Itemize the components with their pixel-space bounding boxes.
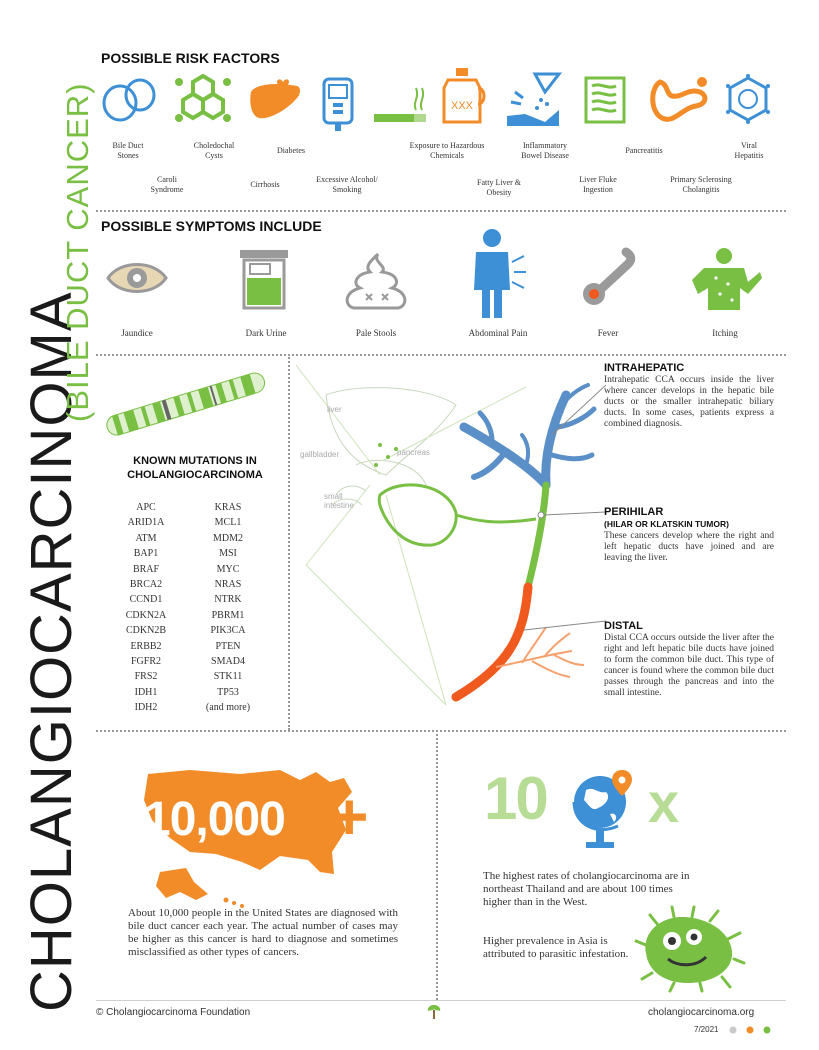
gene-1-3: BAP1 bbox=[133, 548, 159, 560]
footer-dots bbox=[728, 1025, 776, 1035]
symptom-fever: Fever bbox=[597, 328, 619, 338]
gene-2-3: MSI bbox=[219, 548, 237, 560]
gene-2-13: (and more) bbox=[205, 702, 251, 714]
intrahepatic-text: Intrahepatic CCA occurs inside the liver where cancer develops in the hepatic bile ducts or the smaller intrahepatic biliary ducts. In some cases, patients express a combined diagnosis. bbox=[604, 375, 774, 429]
risk-label-caroli: Caroli Syndrome bbox=[150, 175, 184, 194]
gene-2-11: STK11 bbox=[213, 671, 243, 683]
gene-2-9: PTEN bbox=[215, 640, 241, 652]
divider-2 bbox=[96, 354, 786, 356]
gene-2-0: KRAS bbox=[214, 502, 242, 513]
pale-stool-icon bbox=[342, 252, 412, 310]
x-stat-text: The highest rates of cholangiocarcinoma are in northeast Thailand and are about 100 times higher than in the West. bbox=[483, 870, 690, 908]
gene-2-8: PIK3CA bbox=[210, 625, 246, 637]
side-title-main: CHOLANGIOCARCINOMA bbox=[19, 291, 84, 1012]
symptoms-title: POSSIBLE SYMPTOMS INCLUDE bbox=[101, 218, 322, 234]
bottle-text: XXX bbox=[450, 100, 474, 112]
gene-1-1: ARID1A bbox=[127, 517, 165, 529]
risk-label-choledochal-cysts: Choledochal Cysts bbox=[193, 141, 235, 160]
choledochal-cysts-icon bbox=[173, 72, 233, 122]
risk-factors-title: POSSIBLE RISK FACTORS bbox=[101, 50, 280, 66]
x-stat-number: 10 bbox=[484, 765, 547, 832]
divider-3 bbox=[96, 730, 786, 732]
symptom-dark-urine: Dark Urine bbox=[245, 328, 287, 338]
gene-1-8: CDKN2B bbox=[125, 625, 166, 637]
label-small-intestine: small intestine bbox=[324, 492, 354, 510]
bile-duct-stones-icon bbox=[100, 75, 160, 125]
label-liver: liver bbox=[327, 405, 342, 414]
footer-copyright: © Cholangiocarcinoma Foundation bbox=[96, 1007, 251, 1018]
risk-label-cirrhosis: Cirrhosis bbox=[250, 180, 280, 189]
bile-duct-diagram bbox=[296, 365, 606, 725]
inflammatory-bowel-icon bbox=[505, 70, 563, 130]
risk-label-alcohol-smoking: Excessive Alcohol/ Smoking bbox=[316, 175, 378, 194]
risk-label-liver-fluke: Liver Fluke Ingestion bbox=[579, 175, 617, 194]
gene-1-10: FGFR2 bbox=[130, 656, 161, 668]
mutations-title: KNOWN MUTATIONS IN CHOLANGIOCARCINOMA bbox=[127, 455, 263, 481]
itching-icon bbox=[690, 248, 762, 310]
gene-2-10: SMAD4 bbox=[211, 656, 245, 668]
risk-label-psc: Primary Sclerosing Cholangitis bbox=[670, 175, 732, 194]
gene-1-0: APC bbox=[136, 502, 156, 513]
gene-1-5: BRCA2 bbox=[129, 579, 163, 591]
gene-2-4: MYC bbox=[216, 563, 240, 575]
parasite-icon bbox=[634, 905, 746, 993]
pancreas-icon bbox=[648, 72, 710, 128]
gene-2-5: NRAS bbox=[214, 579, 242, 591]
abdominal-pain-icon bbox=[470, 228, 526, 320]
symptom-jaundice: Jaundice bbox=[121, 328, 153, 338]
cigarette-icon bbox=[372, 80, 432, 128]
risk-label-hazardous-chemicals: Exposure to Hazardous Chemicals bbox=[409, 141, 485, 160]
perihilar-title: PERIHILAR bbox=[604, 506, 664, 518]
intestine-icon bbox=[578, 72, 632, 128]
gene-1-7: CDKN2A bbox=[125, 609, 167, 621]
risk-label-diabetes: Diabetes bbox=[277, 146, 305, 155]
footer-date: 7/2021 bbox=[694, 1025, 719, 1034]
gene-2-6: NTRK bbox=[214, 594, 242, 606]
gene-1-2: ATM bbox=[135, 532, 157, 544]
foundation-logo-icon bbox=[426, 1003, 442, 1021]
gene-1-6: CCND1 bbox=[129, 594, 163, 606]
gene-2-1: MCL1 bbox=[214, 517, 242, 529]
perihilar-text: These cancers develop where the right and left hepatic ducts have joined and are leaving the liver. bbox=[604, 531, 774, 563]
gene-1-4: BRAF bbox=[132, 563, 160, 575]
us-stat-plus: + bbox=[330, 779, 369, 853]
x-stat-suffix: x bbox=[648, 771, 680, 834]
symptom-pale-stools: Pale Stools bbox=[355, 328, 397, 338]
urine-container-icon bbox=[236, 248, 292, 310]
asia-text: Higher prevalence in Asia is attributed to parasitic infestation. bbox=[483, 935, 629, 960]
risk-label-viral-hepatitis: Viral Hepatitis bbox=[734, 141, 764, 160]
globe-icon bbox=[566, 764, 644, 854]
gene-1-11: FRS2 bbox=[134, 671, 158, 683]
us-stat-number: 10,000 bbox=[144, 793, 285, 846]
divider-1 bbox=[96, 210, 786, 212]
glucose-meter-icon bbox=[318, 75, 358, 131]
risk-label-bile-duct-stones: Bile Duct Stones bbox=[112, 141, 144, 160]
side-title-sub: (BILE DUCT CANCER) bbox=[60, 82, 95, 422]
distal-text: Distal CCA occurs outside the liver after the right and left hepatic bile ducts have joined to form the common bile duct. This type of cancer is found where the common bile duct passes through the pancreas and into the small intestine. bbox=[604, 633, 774, 698]
mutations-column-1 bbox=[106, 500, 186, 716]
perihilar-subtitle: (HILAR OR KLATSKIN TUMOR) bbox=[604, 519, 729, 529]
mutations-column-2 bbox=[188, 500, 268, 716]
side-title bbox=[18, 32, 95, 1012]
gene-2-2: MDM2 bbox=[212, 532, 243, 544]
intrahepatic-title: INTRAHEPATIC bbox=[604, 362, 685, 374]
symptom-abdominal-pain: Abdominal Pain bbox=[468, 328, 528, 338]
divider-vertical-2 bbox=[436, 730, 438, 1000]
label-gallbladder: gallbladder bbox=[300, 450, 340, 459]
eye-icon bbox=[106, 258, 168, 298]
thermometer-icon bbox=[578, 246, 638, 308]
distal-title: DISTAL bbox=[604, 620, 643, 632]
label-pancreas: pancreas bbox=[397, 448, 430, 457]
diabetes-liver-icon bbox=[247, 78, 303, 124]
us-stat-text: About 10,000 people in the United States are diagnosed with bile duct cancer each year. The actual number of cases may be higher as this cancer is hard to diagnose and sometimes misclassified as other types of cancers. bbox=[128, 907, 398, 958]
gene-2-7: PBRM1 bbox=[211, 609, 245, 621]
gene-1-12: IDH1 bbox=[134, 686, 158, 698]
gene-2-12: TP53 bbox=[217, 686, 239, 698]
chemical-bottle-icon bbox=[438, 66, 488, 126]
risk-label-pancreatitis: Pancreatitis bbox=[625, 146, 663, 155]
footer-website[interactable]: cholangiocarcinoma.org bbox=[648, 1007, 755, 1018]
risk-label-fatty-liver: Fatty Liver & Obesity bbox=[477, 178, 521, 197]
gene-1-13: IDH2 bbox=[134, 702, 158, 714]
divider-vertical-1 bbox=[288, 354, 290, 730]
footer-divider bbox=[96, 1000, 786, 1001]
chromosome-icon bbox=[98, 370, 274, 440]
virus-icon bbox=[722, 74, 774, 126]
symptom-itching: Itching bbox=[712, 328, 738, 338]
risk-label-inflammatory-bowel: Inflammatory Bowel Disease bbox=[521, 141, 569, 160]
gene-1-9: ERBB2 bbox=[130, 640, 162, 652]
